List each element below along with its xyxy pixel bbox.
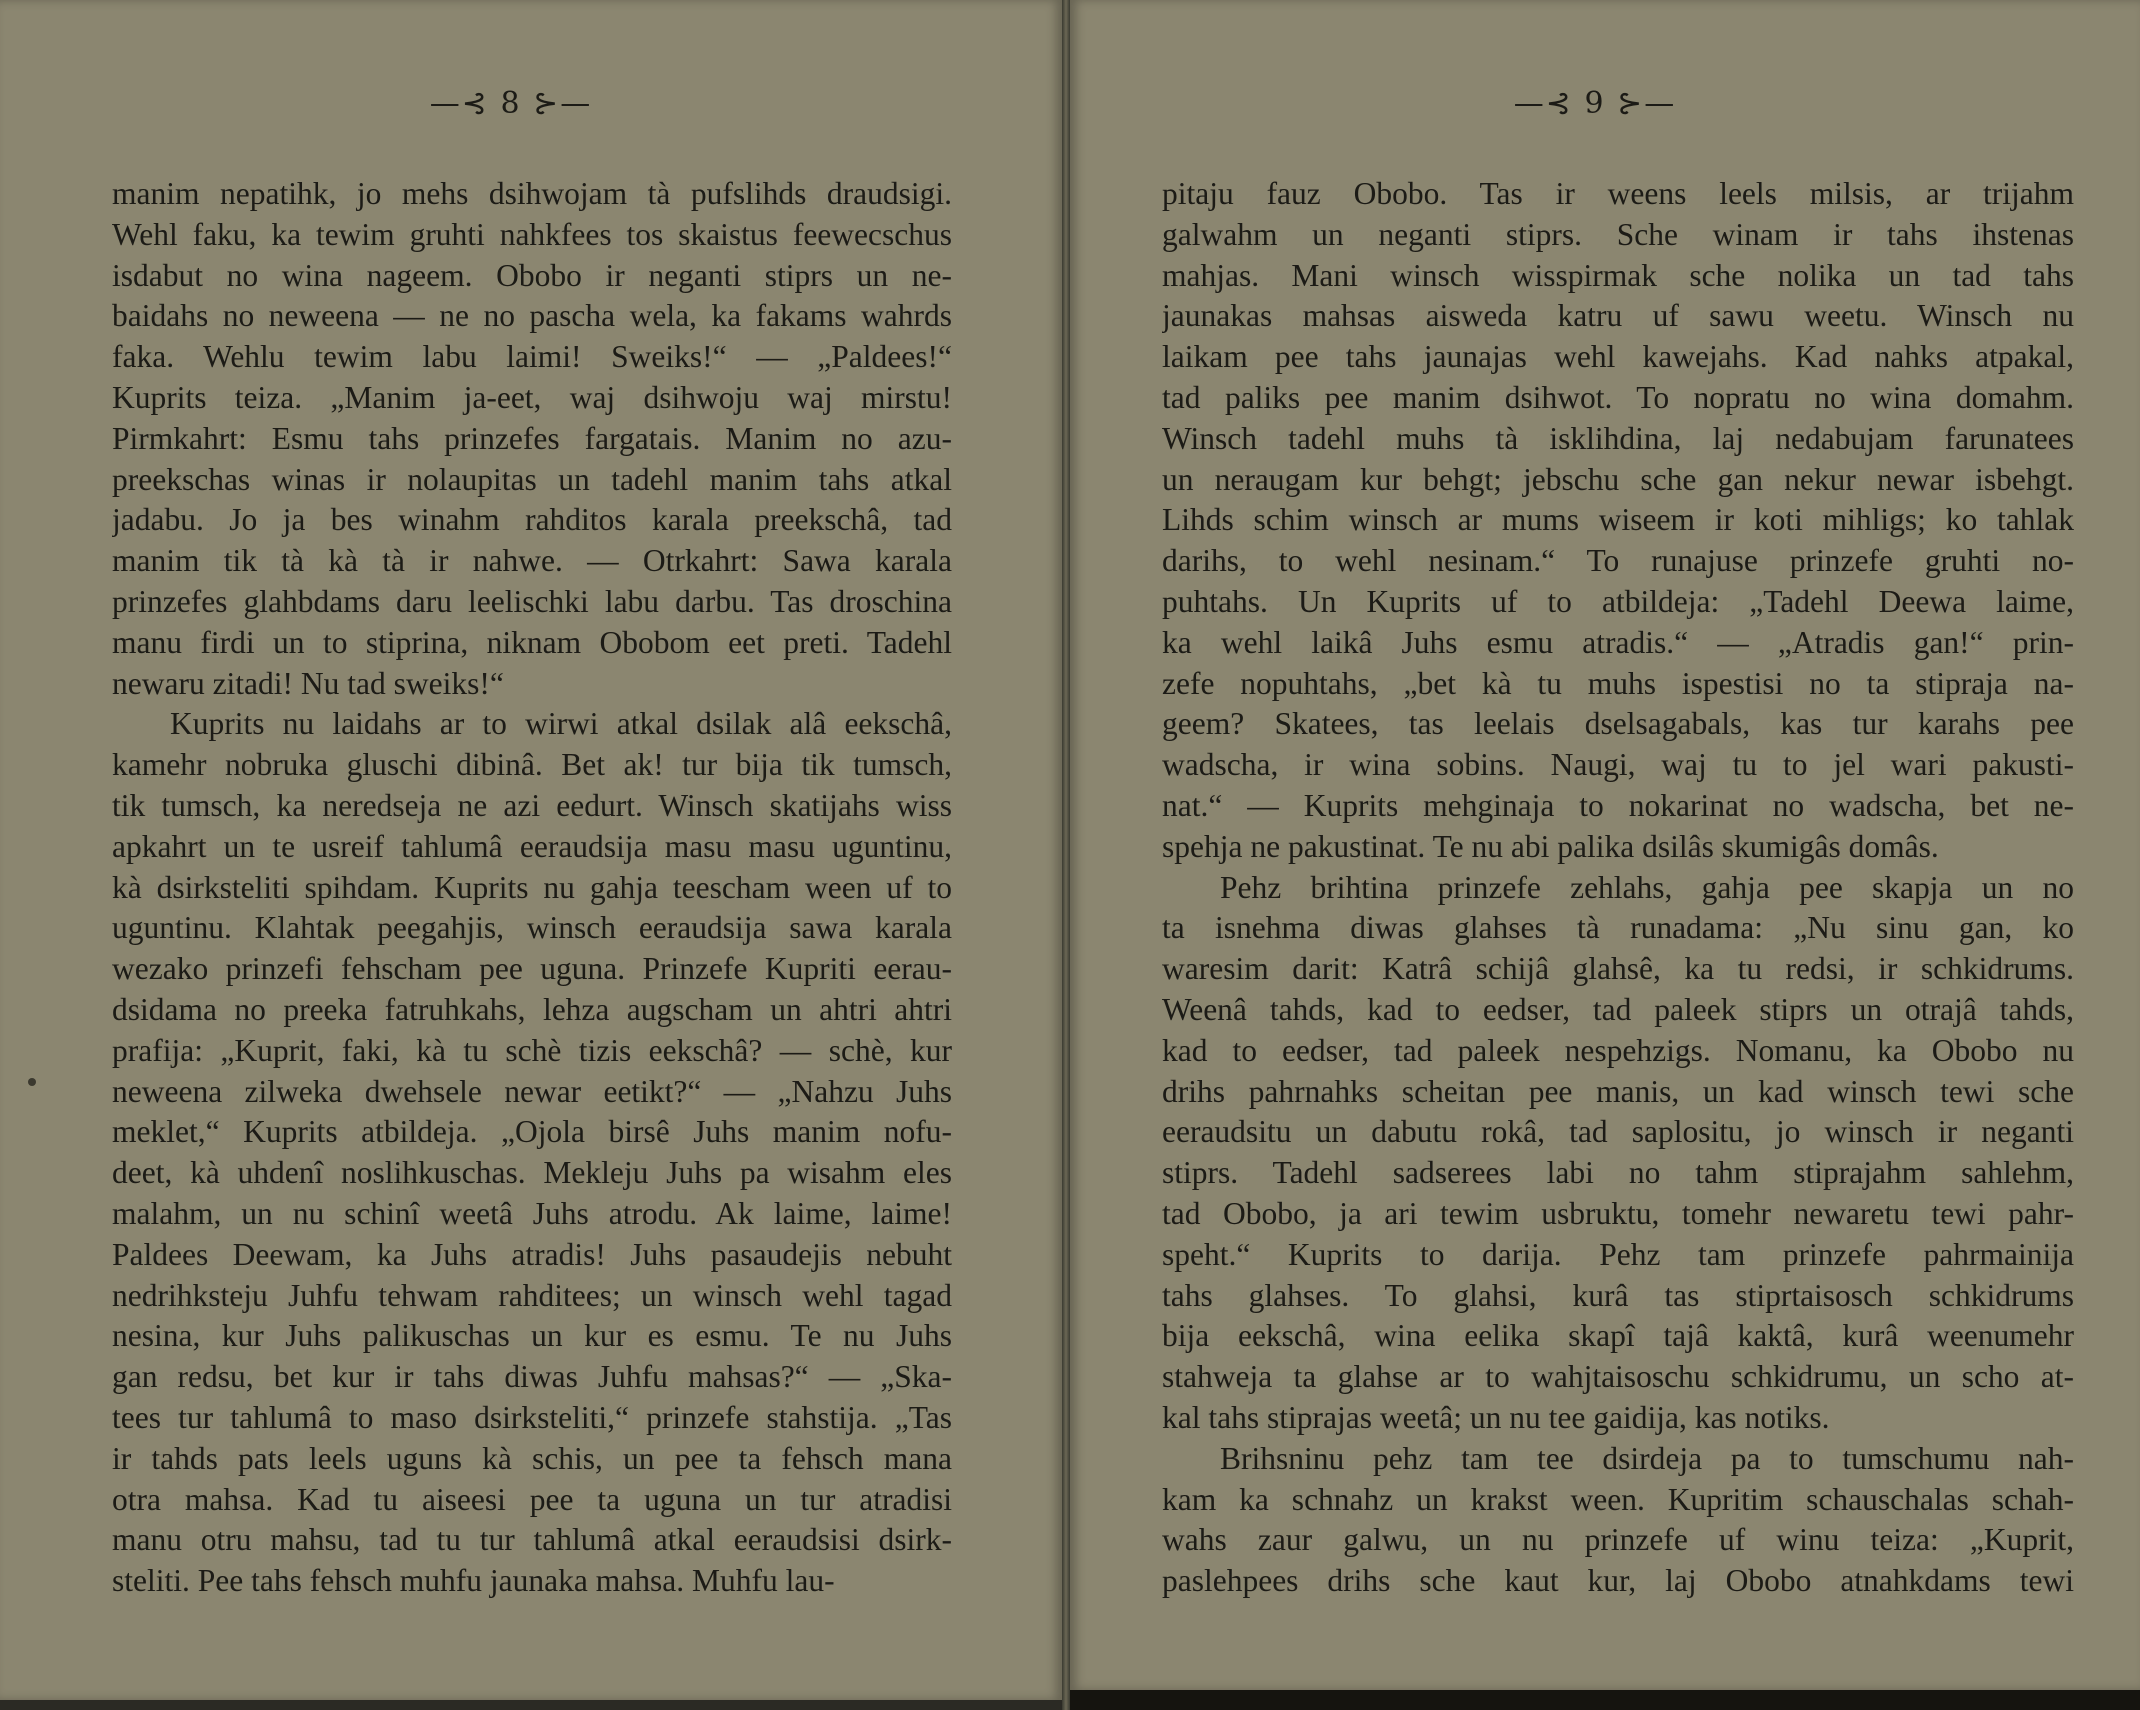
text-line: geem? Skatees, tas leelais dselsagabals, kas tur karahs pee [1162, 706, 2074, 742]
text-line: kà dsirksteliti spihdam. Kuprits nu gahja teescham ween uf to [112, 869, 952, 905]
text-line: puhtahs. Un Kuprits uf to atbildeja: „Tadehl Deewa laime, [1162, 583, 2074, 619]
left-page [0, 0, 1062, 1700]
text-line: dsidama no preeka fatruhkahs, lehza augscham un ahtri ahtri [112, 991, 952, 1027]
text-line: otra mahsa. Kad tu aiseesi pee ta uguna un tur atradisi [112, 1481, 952, 1517]
text-line: Weenâ tahds, kad to eedser, tad paleek stiprs un otrajâ tahds, [1162, 991, 2074, 1027]
text-line: galwahm un neganti stiprs. Sche winam ir tahs ihstenas [1162, 216, 2074, 252]
text-line: gan redsu, bet kur ir tahs diwas Juhfu mahsas?“ — „Ska- [112, 1359, 952, 1395]
text-line: meklet,“ Kuprits atbildeja. „Ojola birsê Juhs manim nofu- [112, 1114, 952, 1150]
text-line: tad Obobo, ja ari tewim usbruktu, tomehr newaretu tewi pahr- [1162, 1195, 2074, 1231]
text-line: eeraudsitu un dabutu rokâ, tad saplositu, jo winsch ir neganti [1162, 1114, 2074, 1150]
text-line: Wehl faku, ka tewim gruhti nahkfees tos skaistus feewecschus [112, 216, 952, 252]
text-line: neweena zilweka dwehsele newar eetikt?“ — „Nahzu Juhs [112, 1073, 952, 1109]
text-line: prafija: „Kuprit, faki, kà tu schè tizis eekschâ? — schè, kur [112, 1032, 952, 1068]
text-line: manu otru mahsu, tad tu tur tahlumâ atkal eeraudsisi dsirk- [112, 1522, 952, 1558]
text-line: stahweja ta glahse ar to wahjtaisoschu schkidrumu, un scho at- [1162, 1359, 2074, 1395]
text-line: darihs, to wehl nesinam.“ To runajuse prinzefe gruhti no- [1162, 543, 2074, 579]
text-line: jaunakas mahsas aisweda katru uf sawu weetu. Winsch nu [1162, 298, 2074, 334]
text-line: speht.“ Kuprits to darija. Pehz tam prinzefe pahrmainija [1162, 1236, 2074, 1272]
text-line: Winsch tadehl muhs tà isklihdina, laj nedabujam farunatees [1162, 420, 2074, 456]
text-line: wadscha, ir wina sobins. Naugi, waj tu to jel wari pakusti- [1162, 747, 2074, 783]
text-line: tahs glahses. To glahsi, kurâ tas stiprtaisosch schkidrums [1162, 1277, 2074, 1313]
text-line: Brihsninu pehz tam tee dsirdeja pa to tumschumu nah- [1220, 1440, 2074, 1476]
text-line: wahs zaur galwu, un nu prinzefe uf winu teiza: „Kuprit, [1162, 1522, 2074, 1558]
page-text [112, 174, 952, 1602]
text-line: paslehpees drihs sche kaut kur, laj Obobo atnahkdams tewi [1162, 1563, 2074, 1599]
text-line: kamehr nobruka gluschi dibinâ. Bet ak! tur bija tik tumsch, [112, 747, 952, 783]
text-line: Pehz brihtina prinzefe zehlahs, gahja pee skapja un no [1220, 869, 2074, 905]
text-line: pitaju fauz Obobo. Tas ir weens leels milsis, ar trijahm [1162, 176, 2074, 211]
right-page [1070, 0, 2140, 1690]
text-line: kad to eedser, tad paleek nespehzigs. Nomanu, ka Obobo nu [1162, 1032, 2074, 1068]
page-number: —⊰ 8 ⊱— [429, 86, 593, 121]
text-line: tik tumsch, ka neredseja ne azi eedurt. Winsch skatijahs wiss [112, 787, 952, 823]
margin-dot [28, 1078, 36, 1086]
text-line: tad paliks pee manim dsihwot. To nopratu no wina domahm. [1162, 379, 2074, 415]
page-number: —⊰ 9 ⊱— [1513, 86, 1677, 121]
text-line: manim nepatihk, jo mehs dsihwojam tà pufslihds draudsigi. [112, 176, 952, 211]
text-line: Kuprits nu laidahs ar to wirwi atkal dsilak alâ eekschâ, [170, 706, 952, 742]
scan-edge [1070, 1690, 2140, 1710]
text-line: steliti. Pee tahs fehsch muhfu jaunaka mahsa. Muhfu lau- [112, 1563, 835, 1599]
text-line: prinzefes glahbdams daru leelischki labu darbu. Tas droschina [112, 583, 952, 619]
text-line: newaru zitadi! Nu tad sweiks!“ [112, 665, 504, 701]
text-line: apkahrt un te usreif tahlumâ eeraudsija masu masu uguntinu, [112, 828, 952, 864]
text-line: zefe nopuhtahs, „bet kà tu muhs ispestisi no ta stipraja na- [1162, 665, 2074, 701]
text-line: tees tur tahlumâ to maso dsirksteliti,“ prinzefe stahstija. „Tas [112, 1399, 952, 1435]
text-line: bija eekschâ, wina eelika skapî tajâ kaktâ, kurâ weenumehr [1162, 1318, 2074, 1354]
text-line: jadabu. Jo ja bes winahm rahditos karala preekschâ, tad [112, 502, 952, 538]
text-line: ta isnehma diwas glahses tà runadama: „Nu sinu gan, ko [1162, 910, 2074, 946]
text-line: nedrihksteju Juhfu tehwam rahditees; un winsch wehl tagad [112, 1277, 952, 1313]
page-text [1162, 174, 2074, 1602]
text-line: un neraugam kur behgt; jebschu sche gan nekur newar isbehgt. [1162, 461, 2074, 497]
text-line: drihs pahrnahks scheitan pee manis, un kad winsch tewi sche [1162, 1073, 2074, 1109]
text-line: laikam pee tahs jaunajas wehl kawejahs. Kad nahks atpakal, [1162, 339, 2074, 375]
text-line: Pirmkahrt: Esmu tahs prinzefes fargatais. Manim no azu- [112, 420, 952, 456]
text-line: mahjas. Mani winsch wisspirmak sche nolika un tad tahs [1162, 257, 2074, 293]
text-line: waresim darit: Katrâ schijâ glahsê, ka tu redsi, ir schkidrums. [1162, 951, 2074, 987]
text-line: ka wehl laikâ Juhs esmu atradis.“ — „Atradis gan!“ prin- [1162, 624, 2074, 660]
text-line: malahm, un nu schinî weetâ Juhs atrodu. Ak laime, laime! [112, 1195, 952, 1231]
text-line: nat.“ — Kuprits mehginaja to nokarinat no wadscha, bet ne- [1162, 787, 2074, 823]
text-line: stiprs. Tadehl sadserees labi no tahm stiprajahm sahlehm, [1162, 1155, 2074, 1191]
text-line: baidahs no neweena — ne no pascha wela, ka fakams wahrds [112, 298, 952, 334]
book-gutter [1062, 0, 1070, 1710]
text-line: deet, kà uhdenî noslihkuschas. Mekleju Juhs pa wisahm eles [112, 1155, 952, 1191]
text-line: kal tahs stiprajas weetâ; un nu tee gaidija, kas notiks. [1162, 1399, 1830, 1435]
text-line: nesina, kur Juhs palikuschas un kur es esmu. Te nu Juhs [112, 1318, 952, 1354]
text-line: faka. Wehlu tewim labu laimi! Sweiks!“ — „Paldees!“ [112, 339, 952, 375]
text-line: Kuprits teiza. „Manim ja-eet, waj dsihwoju waj mirstu! [112, 379, 952, 415]
text-line: Paldees Deewam, ka Juhs atradis! Juhs pasaudejis nebuht [112, 1236, 952, 1272]
text-line: manim tik tà kà tà ir nahwe. — Otrkahrt: Sawa karala [112, 543, 952, 579]
text-line: spehja ne pakustinat. Te nu abi palika dsilâs skumigâs domâs. [1162, 828, 1939, 864]
text-line: manu firdi un to stiprina, niknam Obobom eet preti. Tadehl [112, 624, 952, 660]
text-line: preekschas winas ir nolaupitas un tadehl manim tahs atkal [112, 461, 952, 497]
text-line: isdabut no wina nageem. Obobo ir neganti stiprs un ne- [112, 257, 952, 293]
text-line: kam ka schnahz un krakst ween. Kupritim schauschalas schah- [1162, 1481, 2074, 1517]
text-line: uguntinu. Klahtak peegahjis, winsch eeraudsija sawa karala [112, 910, 952, 946]
text-line: ir tahds pats leels uguns kà schis, un pee ta fehsch mana [112, 1440, 952, 1476]
text-line: Lihds schim winsch ar mums wiseem ir koti mihligs; ko tahlak [1162, 502, 2074, 538]
text-line: wezako prinzefi fehscham pee uguna. Prinzefe Kupriti eerau- [112, 951, 952, 987]
